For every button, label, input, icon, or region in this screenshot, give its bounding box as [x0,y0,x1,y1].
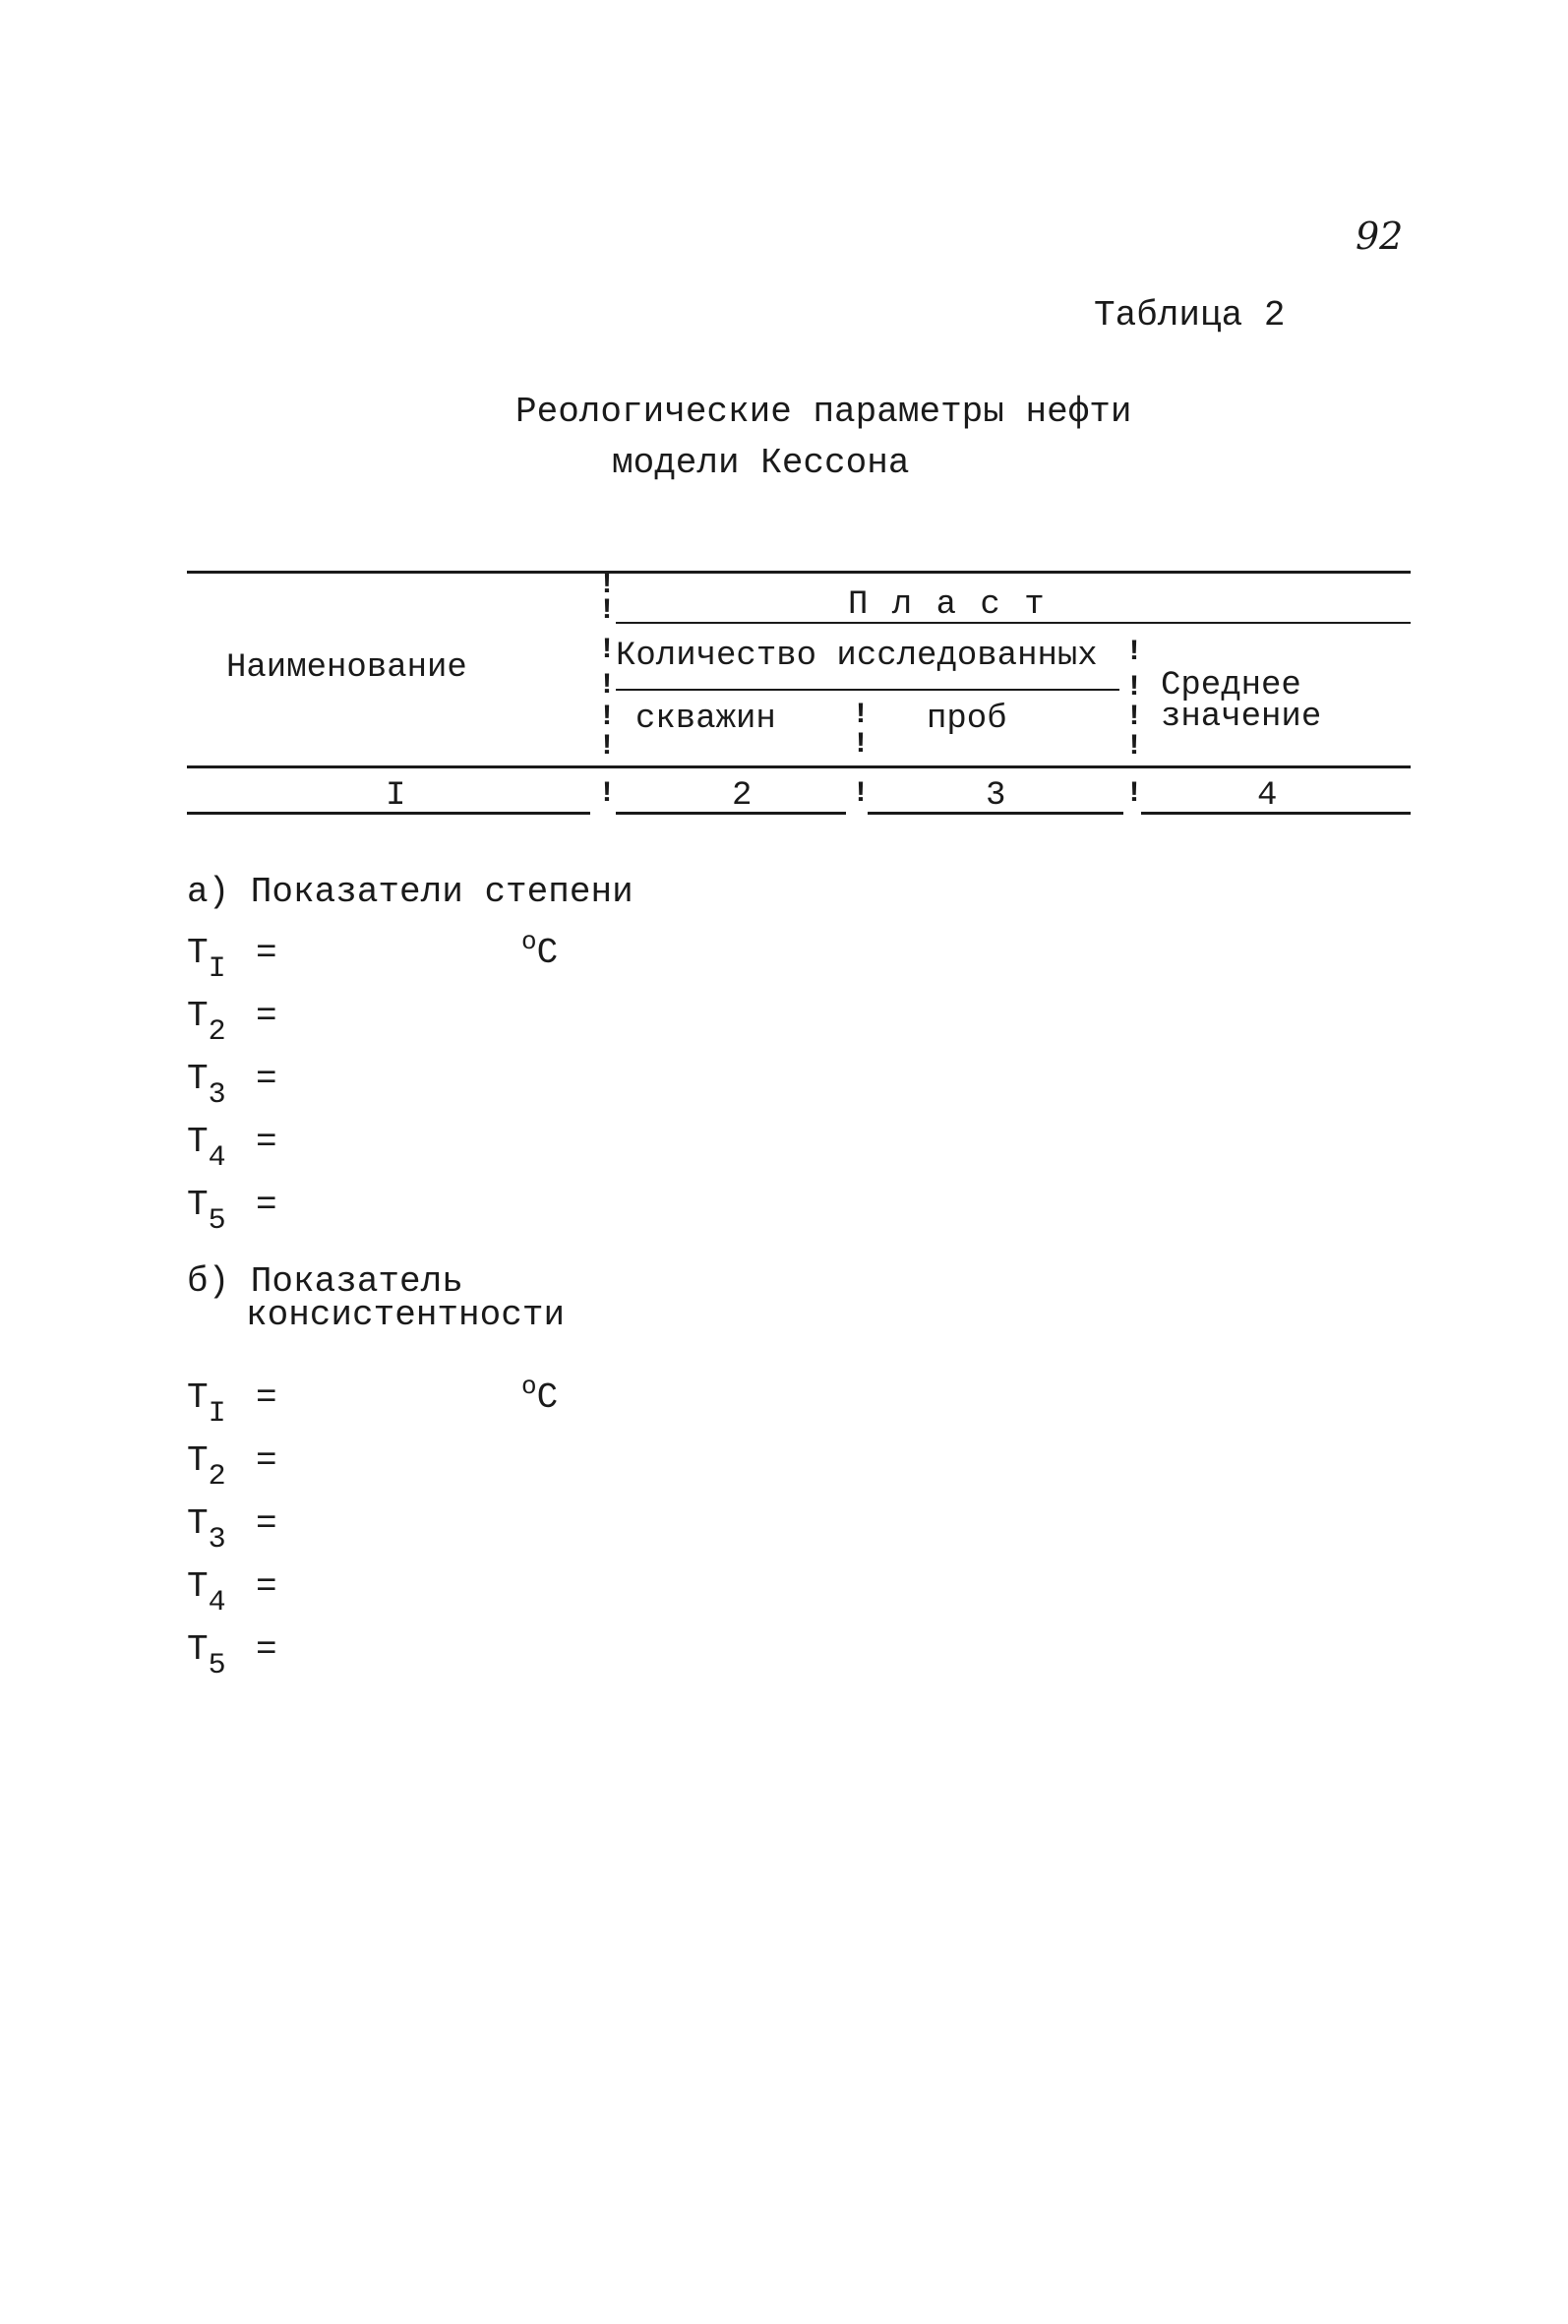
col-separator: ! [598,701,617,734]
list-item: $T_5$ = [187,1185,277,1238]
col-separator: ! [1125,777,1144,811]
unit-label: $^o$C [521,1372,559,1418]
col-separator: ! [598,777,617,811]
unit-label: $^o$C [521,927,559,973]
list-item: $T_I$ = [187,1377,277,1431]
section-b-title-line2: консистентности [246,1295,566,1335]
page-number: 92 [1356,214,1404,258]
col-separator: ! [598,569,617,602]
list-item: $T_3$ = [187,1059,277,1112]
list-item: $T_5$ = [187,1629,277,1682]
col-header-wells: скважин [635,701,776,738]
col-header-average-1: Среднее [1161,667,1301,704]
col-separator: ! [598,634,617,667]
col-separator: ! [598,730,617,764]
section-b-title-line1: б) Показатель [187,1261,463,1302]
table-label: Таблица 2 [1094,295,1286,336]
numbers-rule-2 [616,812,846,815]
list-item: $T_3$ = [187,1503,277,1557]
col-separator: ! [1125,701,1144,734]
col-number-4: 4 [1257,777,1278,815]
col-group-header-plast: П л а с т [848,586,1047,624]
table-top-rule [187,571,1411,574]
section-a-title: а) Показатели степени [187,872,633,912]
header-bottom-rule [187,765,1411,768]
col-number-2: 2 [732,777,753,815]
col-header-average-2: значение [1161,699,1322,736]
list-item: $T_4$ = [187,1122,277,1175]
col-separator: ! [852,777,871,811]
col-separator: ! [1125,730,1144,764]
col-separator: ! [852,699,871,732]
col-separator: ! [1125,671,1144,704]
col-header-samples: проб [927,701,1007,738]
list-item: $T_2$ = [187,1440,277,1494]
table-title-line1: Реологические параметры нефти [515,392,1132,432]
col-subgroup-header-count: Количество исследованных [616,638,1098,675]
col-separator: ! [598,594,617,628]
col-header-name: Наименование [226,649,467,687]
col-separator: ! [598,669,617,703]
temperature-symbol: $T_I$ [187,933,226,986]
col-separator: ! [1125,636,1144,669]
col-separator: ! [852,728,871,762]
list-item: $T_I$ = [187,933,277,986]
count-rule [616,689,1119,691]
table-title-line2: модели Кессона [612,443,910,483]
list-item: $T_2$ = [187,996,277,1049]
col-number-1: I [386,777,406,815]
list-item: $T_4$ = [187,1566,277,1620]
col-number-3: 3 [986,777,1006,815]
